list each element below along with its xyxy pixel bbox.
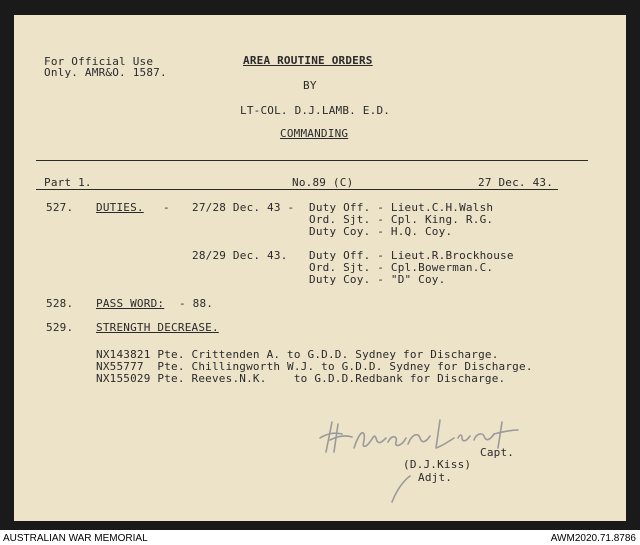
signature-name: (D.J.Kiss) — [403, 458, 472, 471]
signature-role: Adjt. — [418, 471, 453, 484]
item-528-heading: PASS WORD: — [96, 297, 165, 310]
duty-period-2-date: 28/29 Dec. 43. — [192, 249, 288, 262]
duty-period-1-line: Ord. Sjt. - Cpl. King. R.G. — [309, 213, 494, 226]
divider-part — [36, 189, 558, 190]
item-527-heading: DUTIES. — [96, 201, 144, 214]
official-use-line-1: For Official Use — [44, 55, 154, 68]
duty-period-2-line: Ord. Sjt. - Cpl.Bowerman.C. — [309, 261, 494, 274]
item-527-number: 527. — [46, 201, 74, 214]
discharge-line: NX55777 Pte. Chillingworth W.J. to G.D.D. Sydney for Discharge. — [96, 360, 533, 373]
divider-top — [36, 160, 588, 161]
item-528-value: - 88. — [179, 297, 214, 310]
footer-accession-number: AWM2020.71.8786 — [550, 533, 636, 544]
order-date: 27 Dec. 43. — [478, 176, 554, 189]
document-title: AREA ROUTINE ORDERS — [243, 54, 373, 67]
official-use-line-2: Only. AMR&O. 1587. — [44, 66, 167, 79]
item-527-dash: - — [163, 201, 170, 214]
duty-period-1-line: Duty Off. - Lieut.C.H.Walsh — [309, 201, 494, 214]
by-label: BY — [303, 79, 317, 92]
duty-period-1-date: 27/28 Dec. 43 - — [192, 201, 295, 214]
item-528-number: 528. — [46, 297, 74, 310]
order-number: No.89 (C) — [292, 176, 354, 189]
item-529-heading: STRENGTH DECREASE. — [96, 321, 219, 334]
item-529-number: 529. — [46, 321, 74, 334]
discharge-line: NX143821 Pte. Crittenden A. to G.D.D. Sydney for Discharge. — [96, 348, 499, 361]
signature-rank: Capt. — [480, 446, 515, 459]
duty-period-2-line: Duty Coy. - "D" Coy. — [309, 273, 446, 286]
footer-institution: AUSTRALIAN WAR MEMORIAL — [3, 533, 148, 544]
duty-period-2-line: Duty Off. - Lieut.R.Brockhouse — [309, 249, 514, 262]
commander-name: LT-COL. D.J.LAMB. E.D. — [240, 104, 391, 117]
duty-period-1-line: Duty Coy. - H.Q. Coy. — [309, 225, 453, 238]
commanding-label: COMMANDING — [280, 127, 349, 140]
discharge-line: NX155029 Pte. Reeves.N.K. to G.D.D.Redbank for Discharge. — [96, 372, 506, 385]
part-label: Part 1. — [44, 176, 92, 189]
footer-bar — [0, 531, 640, 545]
